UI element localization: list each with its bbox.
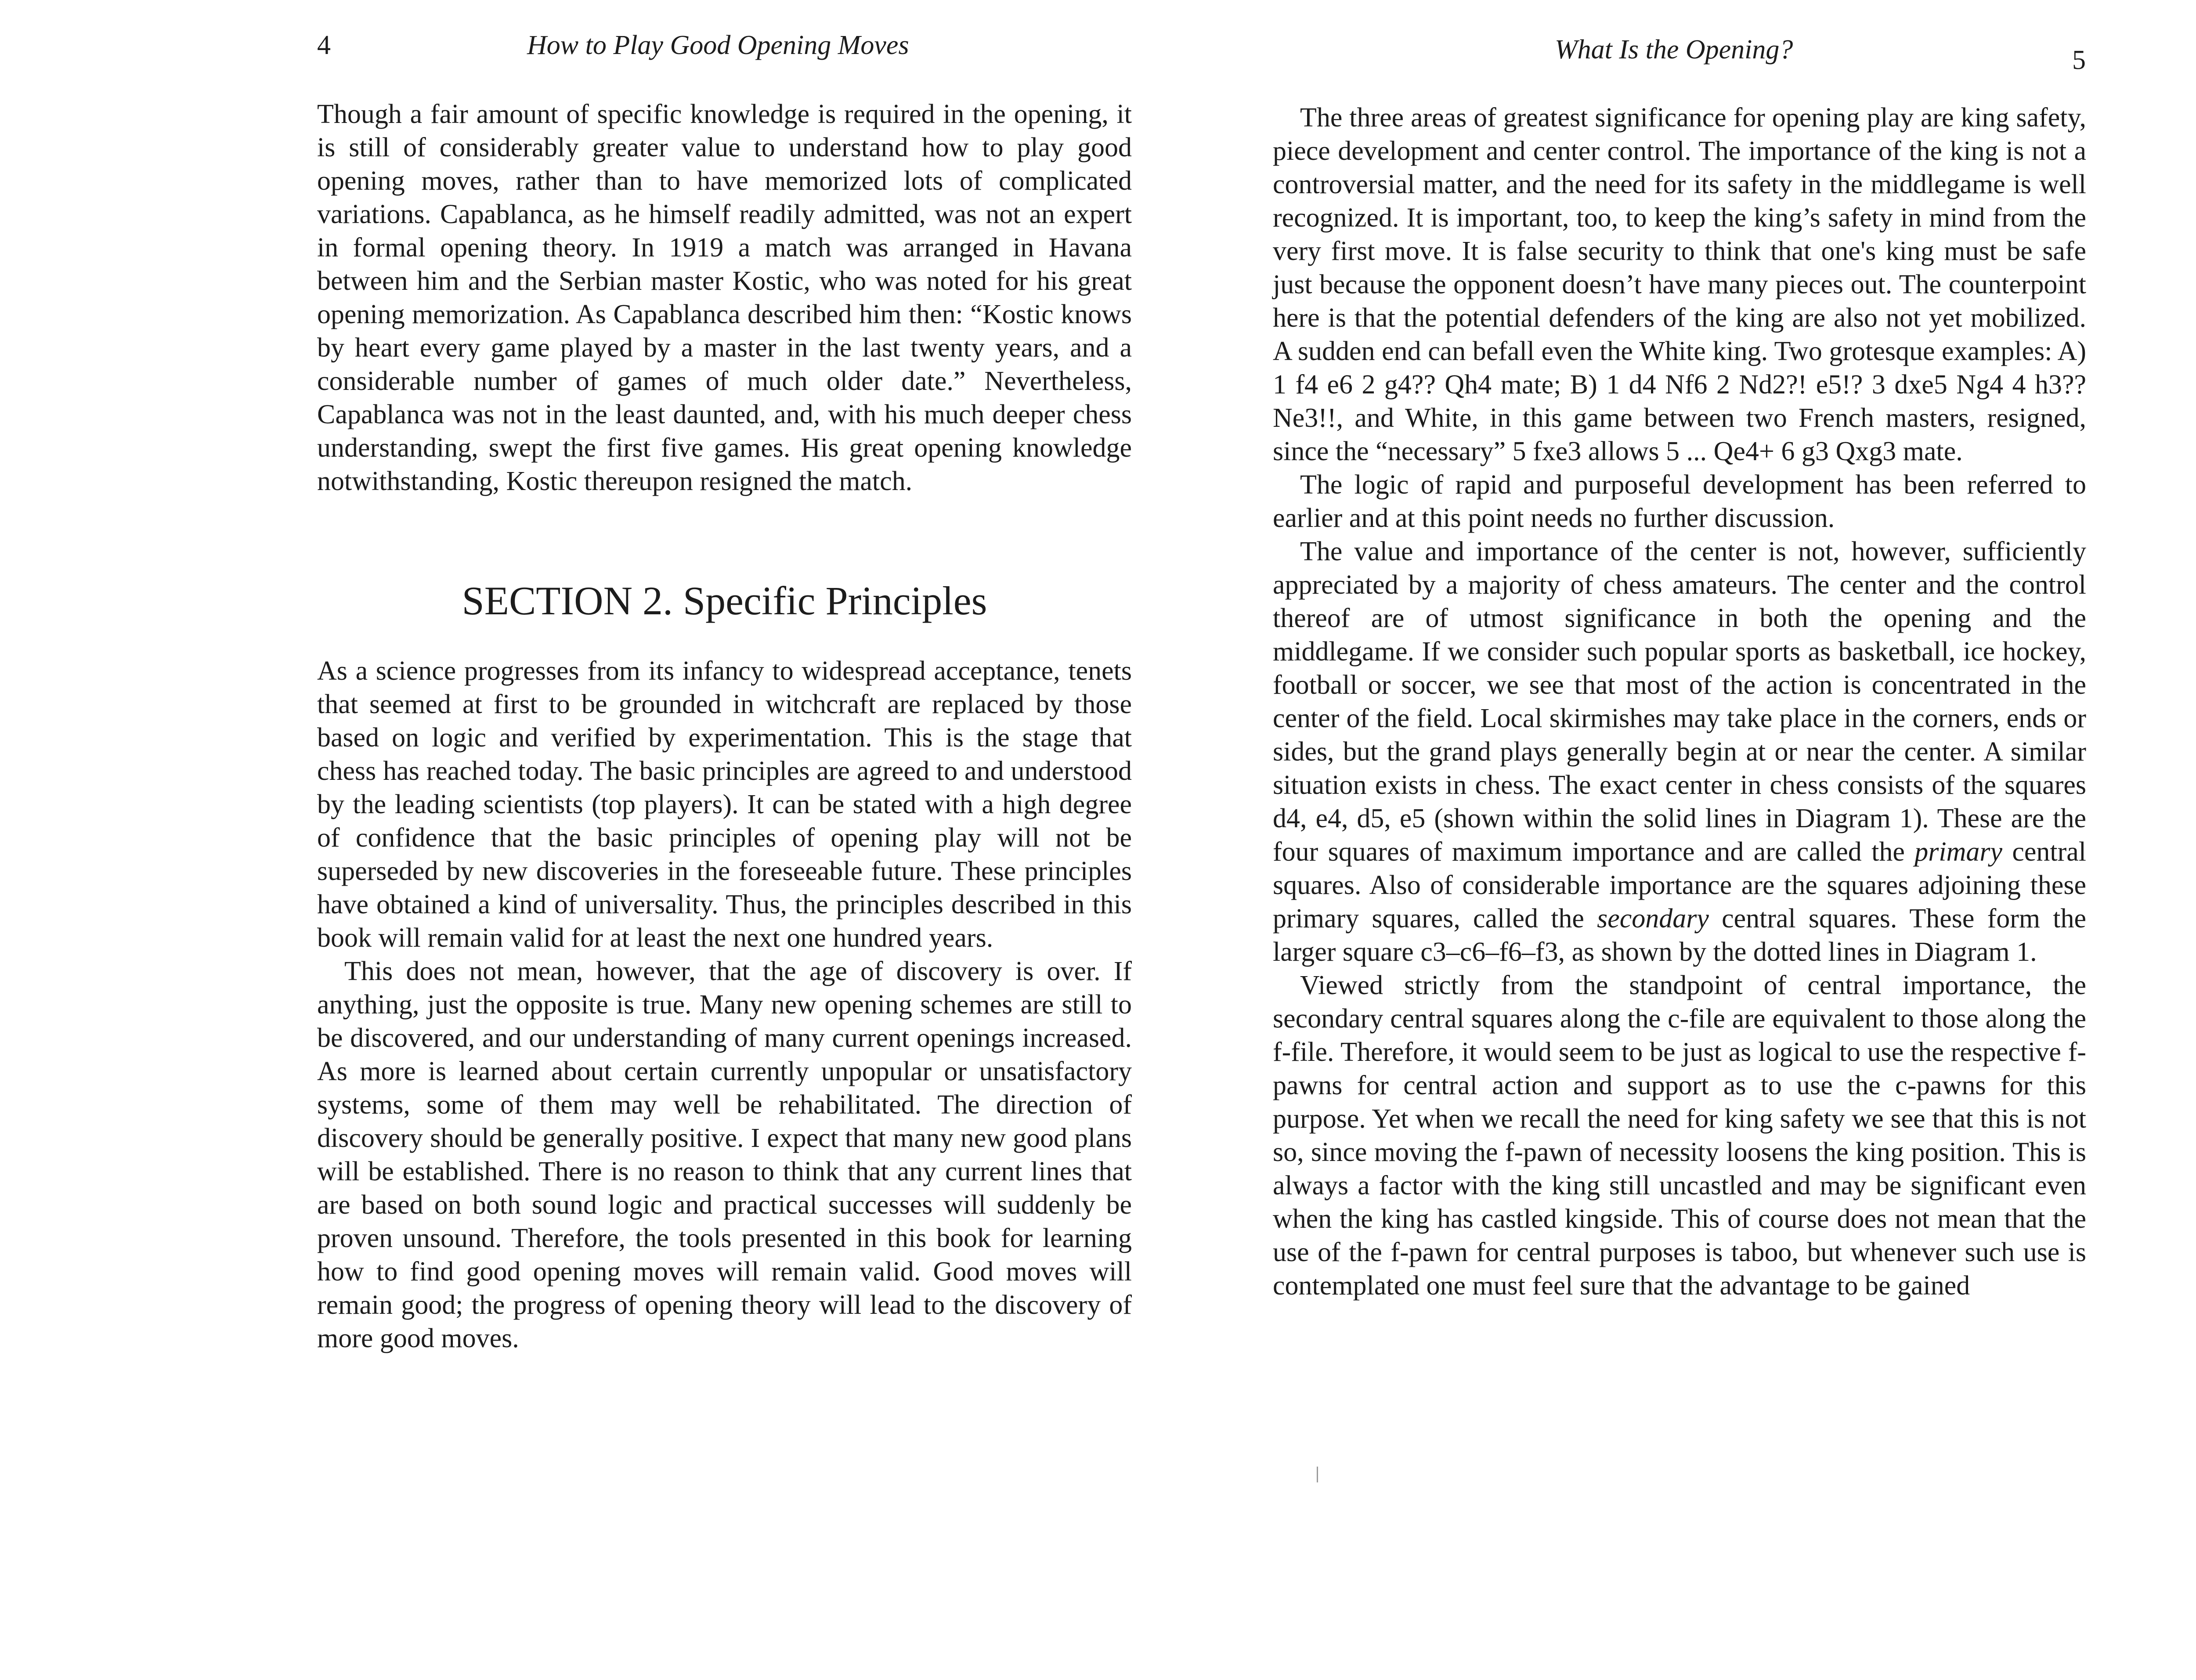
section-title: SECTION 2. Specific Principles xyxy=(462,578,987,623)
paragraph-f-pawn: Viewed strictly from the standpoint of central importance, the secondary central squares along the c-file are equivalent to those along the f-file. Therefore, it would seem to be just as logical to use the respective f-pawns for central action and support as to use the c-pawns for this purpose. Yet when we recall the need for king safety we see that this is not so, since moving the f-pawn of necessity loosens the king position. This is always a factor with the king still uncastled and may be significant even when the king has castled kingside. This of course does not mean that the use of the f-pawn for central purposes is taboo, but whenever such use is contemplated one must feel sure that the advantage to be gained xyxy=(1273,970,2086,1301)
intro-paragraph: Though a fair amount of specific knowledge is required in the opening, it is still of considerably greater value to understand how to play good opening moves, rather than to have memorized lots of complicated variations. Capablanca, as he himself readily admitted, was not an expert in formal opening theory. In 1919 a match was arranged in Havana between him and the Serbian master Kostic, who was noted for his great opening memorization. As Capablanca described him then: “Kostic knows by heart every game played by a master in the last twenty years, and a considerable number of games of much older date.” Nevertheless, Capablanca was not in the least daunted, and, with his much deeper chess understanding, swept the first five games. His great opening knowledge notwithstanding, Kostic thereupon resigned the match. xyxy=(317,99,1132,496)
paragraph-center-part-1: The value and importance of the center is not, however, sufficiently appreciated by a majority of chess amateurs. The center and the control thereof are of utmost significance in both the opening and the middlegame. If we consider such popular sports as basketball, ice hockey, football or soccer, we see that most of the action is concentrated in the center of the field. Local skirmishes may take place in the corners, ends or sides, but the grand plays generally begin at or near the center. A similar situation exists in chess. The exact center in chess consists of the squares d4, e4, d5, e5 (shown within the solid lines in Diagram 1). These are the four squares of maximum importance and are called the xyxy=(1273,537,2086,867)
right-text-block xyxy=(1273,101,2086,1302)
page-number-left: 4 xyxy=(317,30,331,60)
section-paragraph-1: As a science progresses from its infancy to widespread acceptance, tenets that seemed at first to be grounded in witchcraft are replaced by those based on logic and verified by experimentation. This is the stage that chess has reached today. The basic principles are agreed to and understood by the leading scientists (top players). It can be stated with a high degree of confidence that the basic principles of opening play will not be superseded by new discoveries in the foreseeable future. These principles have obtained a kind of universality. Thus, the principles described in this book will remain valid for at least the next one hundred years. xyxy=(317,656,1132,953)
section-text-block xyxy=(317,654,1132,1355)
right-page xyxy=(1154,0,2196,1680)
term-secondary: secondary xyxy=(1597,904,1709,934)
term-primary: primary xyxy=(1914,837,2002,867)
paragraph-center-part-3: central squares. These form the larger square c3–c6–f6–f3, as shown by the dotted lines in Diagram 1. xyxy=(1273,904,2087,967)
section-paragraph-2: This does not mean, however, that the age of discovery is over. If anything, just the opposite is true. Many new opening schemes are still to be discovered, and our understanding of many current openings increased. As more is learned about certain currently unpopular or unsatisfactory systems, some of them may well be rehabilitated. The direction of discovery should be generally positive. I expect that many new good plans will be established. There is no reason to think that any current lines that are based on both sound logic and practical successes will suddenly be proven unsound. Therefore, the tools presented in this book for learning how to find good opening moves will remain valid. Good moves will remain good; the progress of opening theory will lead to the discovery of more good moves. xyxy=(317,956,1132,1353)
paragraph-center-part-2: central squares. Also of considerable importance are the squares adjoining these primary squares, called the xyxy=(1273,837,2086,934)
paragraph-king-safety: The three areas of greatest significance for opening play are king safety, piece development and center control. The importance of the king is not a controversial matter, and the need for its safety in the middlegame is well recognized. It is important, too, to keep the king’s safety in mind from the very first move. It is false security to think that one's king must be safe just because the opponent doesn’t have many pieces out. The counterpoint here is that the potential defenders of the king are also not yet mobilized. A sudden end can befall even the White king. Two grotesque examples: A) 1 f4 e6 2 g4?? Qh4 mate; B) 1 d4 Nf6 2 Nd2?! e5!? 3 dxe5 Ng4 4 h3?? Ne3!!, and White, in this game between two French masters, resigned, since the “necessary” 5 fxe3 allows 5 ... Qe4+ 6 g3 Qxg3 mate. xyxy=(1273,103,2086,466)
scan-mark xyxy=(1317,1467,1318,1482)
running-head-right: What Is the Opening? xyxy=(1555,35,1793,65)
intro-text-block xyxy=(317,97,1132,498)
paragraph-center xyxy=(1273,535,2086,969)
page-number-right: 5 xyxy=(2072,45,2086,75)
running-head-left: How to Play Good Opening Moves xyxy=(527,30,909,60)
paragraph-development: The logic of rapid and purposeful development has been referred to earlier and at this point needs no further discussion. xyxy=(1273,470,2086,533)
